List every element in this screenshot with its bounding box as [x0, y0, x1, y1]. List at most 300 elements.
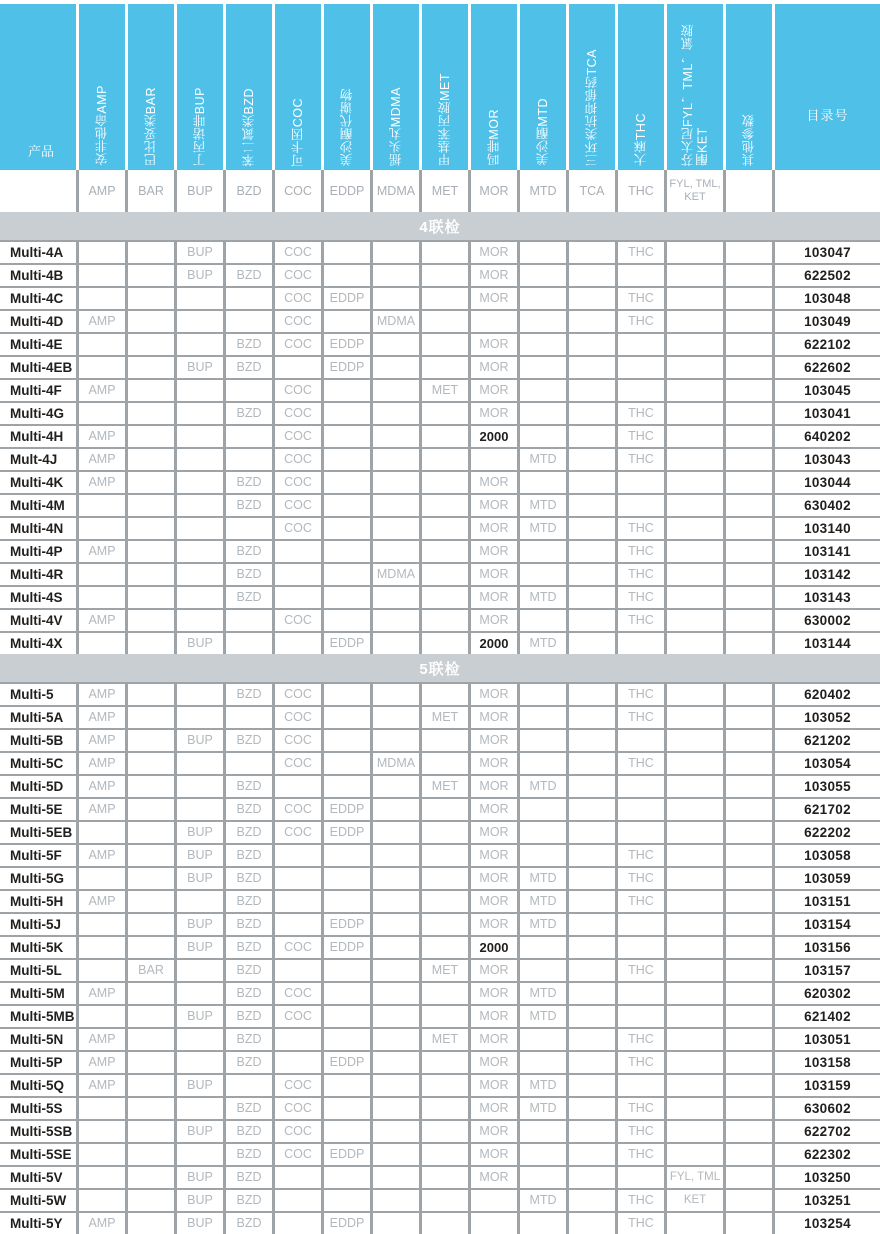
column-header-MOR [471, 4, 517, 170]
panel-cell-EDDP: EDDP [324, 799, 370, 820]
panel-cell-MDMA [373, 822, 419, 843]
panel-cell-COC: COC [275, 937, 321, 958]
panel-cell-TCA [569, 311, 615, 332]
table-row [0, 1121, 880, 1142]
panel-cell-BAR [128, 1121, 174, 1142]
panel-cell-FYL [667, 845, 723, 866]
panel-cell-EDDP: EDDP [324, 1052, 370, 1073]
panel-cell-BUP [177, 311, 223, 332]
panel-cell-BAR [128, 1098, 174, 1119]
panel-cell-FYL: KET [667, 1190, 723, 1211]
panel-cell-MDMA [373, 1213, 419, 1234]
panel-cell-BUP [177, 1052, 223, 1073]
panel-cell-MOR: MOR [471, 868, 517, 889]
panel-cell-COC [275, 914, 321, 935]
panel-cell-FYL [667, 684, 723, 705]
panel-cell-MOR: MOR [471, 334, 517, 355]
panel-cell-BAR [128, 891, 174, 912]
panel-cell-EDDP [324, 472, 370, 493]
panel-cell-MTD [520, 541, 566, 562]
panel-cell-BZD [226, 449, 272, 470]
panel-cell-BUP: BUP [177, 242, 223, 263]
panel-cell-FYL [667, 1213, 723, 1234]
panel-cell-EDDP [324, 891, 370, 912]
panel-cell-FYL [667, 426, 723, 447]
panel-cell-MET [422, 334, 468, 355]
panel-cell-MET [422, 426, 468, 447]
panel-cell-AMP [79, 242, 125, 263]
product-name-cell: Multi-4G [0, 403, 76, 424]
panel-cell-EDDP [324, 518, 370, 539]
column-header-label-BAR: 巴比妥类BAR [143, 86, 158, 166]
panel-cell-other [726, 1006, 772, 1027]
panel-cell-TCA [569, 1144, 615, 1165]
panel-cell-AMP: AMP [79, 1075, 125, 1096]
panel-cell-MOR: MOR [471, 265, 517, 286]
panel-cell-EDDP: EDDP [324, 1144, 370, 1165]
panel-cell-BUP: BUP [177, 633, 223, 654]
panel-cell-THC: THC [618, 403, 664, 424]
panel-cell-TCA [569, 518, 615, 539]
panel-cell-AMP [79, 495, 125, 516]
catalog-number-cell: 103043 [775, 449, 880, 470]
panel-cell-AMP [79, 1190, 125, 1211]
panel-cell-FYL [667, 518, 723, 539]
panel-cell-AMP [79, 265, 125, 286]
panel-cell-TCA [569, 753, 615, 774]
panel-cell-MOR: MOR [471, 1098, 517, 1119]
panel-cell-TCA [569, 472, 615, 493]
panel-cell-MTD [520, 357, 566, 378]
table-row [0, 495, 880, 516]
panel-cell-TCA [569, 288, 615, 309]
panel-cell-TCA [569, 776, 615, 797]
panel-cell-other [726, 610, 772, 631]
panel-cell-BUP [177, 587, 223, 608]
panel-cell-EDDP [324, 1075, 370, 1096]
panel-cell-MET [422, 1190, 468, 1211]
panel-cell-BUP [177, 1144, 223, 1165]
panel-cell-MET [422, 891, 468, 912]
catalog-number-cell: 622102 [775, 334, 880, 355]
panel-cell-EDDP [324, 1190, 370, 1211]
panel-cell-MTD [520, 960, 566, 981]
column-header-label-FYL: 芬太尼FYL，TML，氯胺酮KET [680, 24, 709, 166]
panel-cell-EDDP [324, 868, 370, 889]
panel-cell-other [726, 822, 772, 843]
panel-cell-FYL [667, 822, 723, 843]
panel-cell-MDMA [373, 891, 419, 912]
column-header-label-product: 产品 [28, 144, 55, 160]
panel-cell-BUP [177, 776, 223, 797]
table-row [0, 288, 880, 309]
panel-cell-COC [275, 960, 321, 981]
panel-cell-MDMA [373, 1006, 419, 1027]
panel-cell-MTD [520, 242, 566, 263]
panel-cell-MET [422, 403, 468, 424]
product-name-cell: Multi-5K [0, 937, 76, 958]
panel-cell-TCA [569, 868, 615, 889]
catalog-number-cell: 630002 [775, 610, 880, 631]
panel-cell-BUP [177, 960, 223, 981]
panel-cell-BZD: BZD [226, 684, 272, 705]
panel-cell-FYL [667, 1006, 723, 1027]
product-name-cell: Multi-4S [0, 587, 76, 608]
panel-cell-other [726, 495, 772, 516]
catalog-number-cell: 103159 [775, 1075, 880, 1096]
panel-cell-TCA [569, 495, 615, 516]
panel-cell-BAR [128, 1190, 174, 1211]
panel-cell-MET [422, 937, 468, 958]
catalog-number-cell: 621202 [775, 730, 880, 751]
panel-cell-COC: COC [275, 518, 321, 539]
panel-cell-THC: THC [618, 311, 664, 332]
panel-cell-MTD [520, 707, 566, 728]
column-header-product [0, 4, 76, 170]
panel-cell-MDMA [373, 1098, 419, 1119]
catalog-number-cell: 103154 [775, 914, 880, 935]
product-name-cell: Multi-5Q [0, 1075, 76, 1096]
panel-cell-BZD [226, 242, 272, 263]
column-header-label-COC: 可卡因COC [290, 97, 305, 166]
panel-cell-BZD: BZD [226, 1029, 272, 1050]
panel-cell-TCA [569, 799, 615, 820]
panel-cell-COC [275, 1190, 321, 1211]
panel-cell-THC: THC [618, 449, 664, 470]
column-header-COC [275, 4, 321, 170]
product-name-cell: Multi-4M [0, 495, 76, 516]
panel-cell-other [726, 518, 772, 539]
panel-cell-AMP: AMP [79, 541, 125, 562]
panel-cell-FYL [667, 495, 723, 516]
column-header-label-BUP: 丁丙诺啡BUP [192, 86, 207, 166]
column-header-label-EDDP: 美沙酮代谢物 [339, 88, 354, 166]
panel-cell-THC: THC [618, 610, 664, 631]
panel-cell-TCA [569, 1167, 615, 1188]
panel-cell-MTD [520, 822, 566, 843]
panel-cell-other [726, 1029, 772, 1050]
catalog-number-cell: 103157 [775, 960, 880, 981]
panel-cell-other [726, 587, 772, 608]
panel-cell-AMP [79, 960, 125, 981]
panel-cell-MOR: MOR [471, 799, 517, 820]
panel-cell-THC: THC [618, 1098, 664, 1119]
panel-cell-BZD: BZD [226, 799, 272, 820]
panel-cell-AMP [79, 288, 125, 309]
panel-cell-MDMA [373, 914, 419, 935]
panel-cell-THC [618, 1167, 664, 1188]
panel-cell-MTD [520, 380, 566, 401]
panel-cell-MOR [471, 311, 517, 332]
product-name-cell: Multi-5F [0, 845, 76, 866]
panel-cell-MTD [520, 1144, 566, 1165]
panel-cell-AMP [79, 357, 125, 378]
panel-cell-BAR [128, 937, 174, 958]
panel-cell-BAR [128, 730, 174, 751]
panel-cell-MTD [520, 610, 566, 631]
panel-cell-FYL [667, 449, 723, 470]
catalog-number-cell: 103250 [775, 1167, 880, 1188]
panel-cell-COC [275, 868, 321, 889]
column-abbrev-product [0, 170, 76, 212]
panel-cell-BAR [128, 799, 174, 820]
panel-cell-FYL [667, 403, 723, 424]
panel-cell-COC [275, 1029, 321, 1050]
product-name-cell: Multi-4A [0, 242, 76, 263]
panel-cell-MOR: MOR [471, 914, 517, 935]
panel-cell-TCA [569, 891, 615, 912]
panel-cell-MOR: MOR [471, 730, 517, 751]
catalog-number-cell: 622302 [775, 1144, 880, 1165]
panel-cell-BZD: BZD [226, 1190, 272, 1211]
column-header-MDMA [373, 4, 419, 170]
column-header-BZD [226, 4, 272, 170]
panel-cell-MOR: MOR [471, 960, 517, 981]
column-header-label-other: 其他参数 [741, 114, 756, 166]
panel-cell-COC: COC [275, 426, 321, 447]
panel-cell-THC: THC [618, 242, 664, 263]
panel-cell-FYL [667, 1052, 723, 1073]
panel-cell-THC [618, 983, 664, 1004]
panel-cell-BAR [128, 380, 174, 401]
panel-cell-COC: COC [275, 799, 321, 820]
panel-cell-THC: THC [618, 1213, 664, 1234]
panel-cell-BUP [177, 288, 223, 309]
panel-cell-THC [618, 265, 664, 286]
panel-cell-MDMA [373, 357, 419, 378]
panel-cell-BAR [128, 587, 174, 608]
column-header-TCA [569, 4, 615, 170]
panel-cell-COC: COC [275, 753, 321, 774]
panel-cell-BUP [177, 495, 223, 516]
column-header-BAR [128, 4, 174, 170]
panel-cell-MDMA: MDMA [373, 564, 419, 585]
panel-cell-BZD: BZD [226, 1098, 272, 1119]
panel-cell-MOR: MOR [471, 1121, 517, 1142]
panel-cell-TCA [569, 564, 615, 585]
catalog-number-cell: 103054 [775, 753, 880, 774]
panel-cell-AMP [79, 914, 125, 935]
product-name-cell: Multi-4R [0, 564, 76, 585]
panel-cell-EDDP: EDDP [324, 288, 370, 309]
panel-cell-TCA [569, 1213, 615, 1234]
panel-cell-BUP [177, 707, 223, 728]
panel-cell-other [726, 684, 772, 705]
panel-cell-FYL [667, 799, 723, 820]
product-name-cell: Multi-5 [0, 684, 76, 705]
panel-cell-BAR [128, 707, 174, 728]
panel-cell-MET [422, 518, 468, 539]
panel-cell-BAR [128, 1075, 174, 1096]
panel-cell-MDMA [373, 776, 419, 797]
catalog-number-cell: 103045 [775, 380, 880, 401]
panel-cell-BUP [177, 518, 223, 539]
panel-cell-MET [422, 495, 468, 516]
table-row [0, 1190, 880, 1211]
panel-cell-BAR [128, 564, 174, 585]
panel-cell-BAR [128, 472, 174, 493]
panel-cell-EDDP: EDDP [324, 937, 370, 958]
catalog-number-cell: 103058 [775, 845, 880, 866]
catalog-number-cell: 103051 [775, 1029, 880, 1050]
panel-cell-MOR [471, 1190, 517, 1211]
panel-cell-BAR [128, 845, 174, 866]
panel-cell-BZD: BZD [226, 1006, 272, 1027]
table-row [0, 564, 880, 585]
catalog-number-cell: 621702 [775, 799, 880, 820]
panel-cell-COC: COC [275, 730, 321, 751]
panel-cell-MOR: MOR [471, 1052, 517, 1073]
panel-cell-MDMA [373, 707, 419, 728]
panel-cell-MTD [520, 730, 566, 751]
table-row [0, 891, 880, 912]
panel-cell-FYL [667, 380, 723, 401]
catalog-number-cell: 620402 [775, 684, 880, 705]
panel-cell-MDMA [373, 426, 419, 447]
panel-cell-BUP [177, 380, 223, 401]
panel-cell-AMP: AMP [79, 311, 125, 332]
table-row [0, 960, 880, 981]
column-header-label-BZD: 苯二氮类BZD [241, 87, 256, 166]
table-row [0, 265, 880, 286]
panel-cell-THC [618, 730, 664, 751]
panel-cell-other [726, 1121, 772, 1142]
panel-cell-THC: THC [618, 288, 664, 309]
column-header-MET [422, 4, 468, 170]
column-header-EDDP [324, 4, 370, 170]
panel-cell-BUP [177, 564, 223, 585]
panel-cell-AMP: AMP [79, 684, 125, 705]
table-row [0, 1052, 880, 1073]
panel-cell-MOR: MOR [471, 610, 517, 631]
panel-cell-other [726, 730, 772, 751]
panel-cell-MDMA [373, 937, 419, 958]
panel-cell-MOR: MOR [471, 1075, 517, 1096]
panel-cell-BZD: BZD [226, 1052, 272, 1073]
table-row [0, 587, 880, 608]
panel-cell-other [726, 633, 772, 654]
panel-cell-MTD [520, 288, 566, 309]
panel-cell-BZD: BZD [226, 776, 272, 797]
panel-cell-BZD: BZD [226, 564, 272, 585]
panel-cell-FYL [667, 311, 723, 332]
panel-cell-COC [275, 845, 321, 866]
panel-cell-TCA [569, 937, 615, 958]
panel-cell-AMP [79, 564, 125, 585]
panel-cell-MOR: MOR [471, 753, 517, 774]
product-name-cell: Multi-5W [0, 1190, 76, 1211]
panel-cell-MOR: MOR [471, 472, 517, 493]
panel-cell-AMP: AMP [79, 380, 125, 401]
panel-cell-BAR [128, 1144, 174, 1165]
panel-cell-TCA [569, 403, 615, 424]
panel-cell-BAR [128, 288, 174, 309]
panel-cell-AMP [79, 334, 125, 355]
panel-cell-FYL [667, 472, 723, 493]
panel-cell-COC [275, 564, 321, 585]
column-abbrev-MET: MET [422, 170, 468, 212]
panel-cell-COC: COC [275, 822, 321, 843]
panel-cell-other [726, 334, 772, 355]
panel-cell-BZD: BZD [226, 1167, 272, 1188]
catalog-number-cell: 622502 [775, 265, 880, 286]
panel-cell-BAR [128, 242, 174, 263]
panel-cell-AMP [79, 1144, 125, 1165]
panel-cell-TCA [569, 610, 615, 631]
table-row [0, 707, 880, 728]
panel-cell-BZD: BZD [226, 495, 272, 516]
panel-cell-MET [422, 868, 468, 889]
panel-cell-MOR: MOR [471, 891, 517, 912]
panel-cell-AMP [79, 868, 125, 889]
catalog-number-cell: 622202 [775, 822, 880, 843]
panel-cell-MOR: MOR [471, 776, 517, 797]
panel-cell-MET [422, 311, 468, 332]
panel-cell-TCA [569, 426, 615, 447]
panel-cell-FYL [667, 707, 723, 728]
panel-cell-COC: COC [275, 684, 321, 705]
panel-cell-MET [422, 753, 468, 774]
panel-cell-MET [422, 1121, 468, 1142]
panel-cell-EDDP [324, 776, 370, 797]
panel-cell-TCA [569, 633, 615, 654]
table-row [0, 242, 880, 263]
panel-cell-MOR: MOR [471, 822, 517, 843]
panel-cell-MET [422, 684, 468, 705]
table-row [0, 403, 880, 424]
panel-cell-BAR [128, 1167, 174, 1188]
product-name-cell: Multi-5C [0, 753, 76, 774]
column-abbrev-MOR: MOR [471, 170, 517, 212]
column-header-label-MET: 甲基苯丙胺MET [437, 73, 452, 166]
table-row [0, 914, 880, 935]
panel-cell-COC: COC [275, 610, 321, 631]
panel-cell-TCA [569, 730, 615, 751]
panel-cell-BAR [128, 914, 174, 935]
panel-cell-MOR: MOR [471, 587, 517, 608]
catalog-number-cell: 103144 [775, 633, 880, 654]
panel-cell-AMP: AMP [79, 449, 125, 470]
panel-cell-EDDP [324, 610, 370, 631]
panel-cell-other [726, 1098, 772, 1119]
product-name-cell: Multi-4B [0, 265, 76, 286]
panel-cell-BUP: BUP [177, 1121, 223, 1142]
panel-cell-TCA [569, 914, 615, 935]
panel-cell-BAR [128, 334, 174, 355]
panel-cell-other [726, 403, 772, 424]
panel-cell-AMP [79, 822, 125, 843]
panel-cell-BZD [226, 707, 272, 728]
panel-cell-BZD: BZD [226, 541, 272, 562]
panel-cell-MDMA [373, 403, 419, 424]
panel-cell-MET [422, 845, 468, 866]
panel-cell-TCA [569, 707, 615, 728]
table-body [0, 212, 880, 1234]
panel-cell-BAR [128, 1213, 174, 1234]
panel-cell-other [726, 707, 772, 728]
panel-cell-MTD [520, 564, 566, 585]
catalog-number-cell: 103052 [775, 707, 880, 728]
panel-cell-THC: THC [618, 426, 664, 447]
panel-cell-BAR [128, 265, 174, 286]
panel-cell-MET [422, 1098, 468, 1119]
panel-cell-AMP: AMP [79, 776, 125, 797]
panel-cell-MOR: MOR [471, 564, 517, 585]
panel-cell-MTD: MTD [520, 495, 566, 516]
panel-cell-other [726, 1075, 772, 1096]
panel-cell-COC: COC [275, 707, 321, 728]
panel-cell-MDMA [373, 1144, 419, 1165]
